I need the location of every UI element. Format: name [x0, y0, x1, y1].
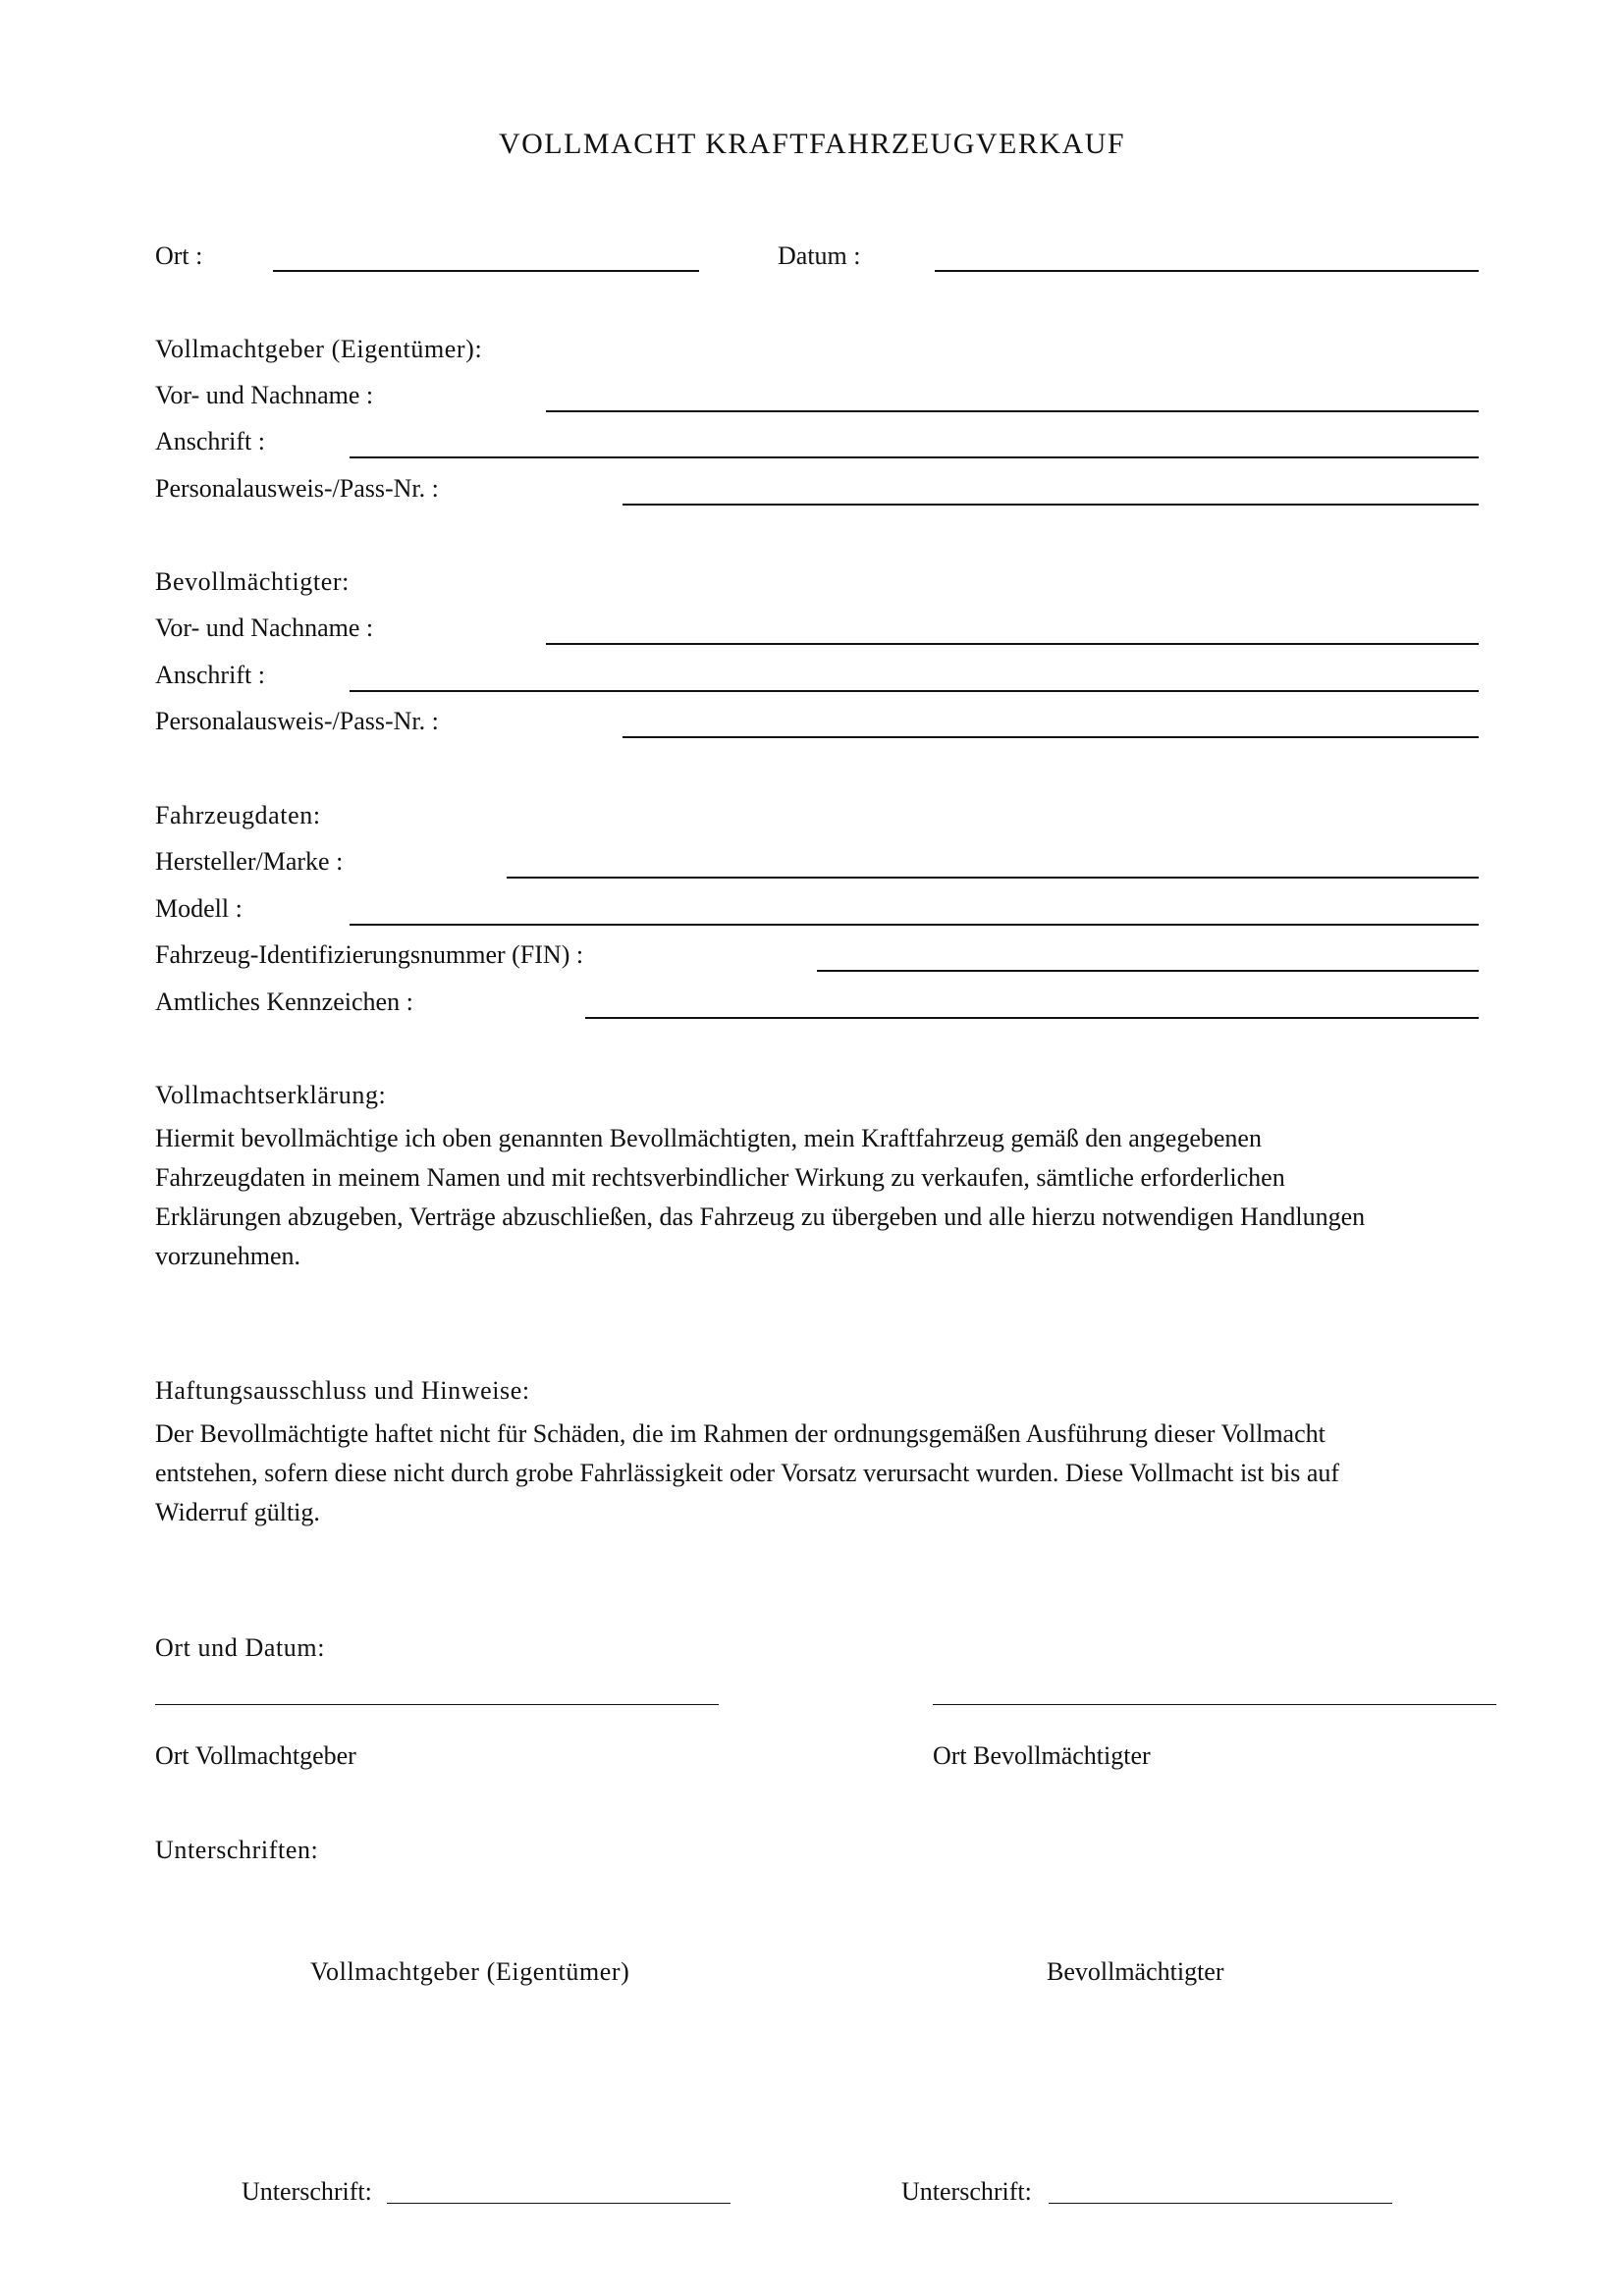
signature-right-role: Bevollmächtigter [1047, 1957, 1224, 1986]
signatures-heading: Unterschriften: [155, 1836, 319, 1864]
place-date-left-field[interactable] [155, 1704, 719, 1705]
declaration-line: Fahrzeugdaten in meinem Namen und mit rechtsverbindlicher Wirkung zu verkaufen, sämtliche erforderlichen [155, 1163, 1285, 1192]
signature-left-label: Unterschrift: [242, 2177, 372, 2206]
vehicle-make-field[interactable] [507, 877, 1479, 879]
grantor-name-field[interactable] [546, 410, 1479, 412]
agent-address-label: Anschrift : [155, 661, 265, 689]
liability-line: Der Bevollmächtigte haftet nicht für Schäden, die im Rahmen der ordnungsgemäßen Ausführung dieser Vollmacht [155, 1419, 1326, 1448]
vehicle-heading: Fahrzeugdaten: [155, 801, 321, 829]
vehicle-plate-label: Amtliches Kennzeichen : [155, 988, 413, 1016]
declaration-line: vorzunehmen. [155, 1242, 301, 1270]
vehicle-make-label: Hersteller/Marke : [155, 847, 344, 876]
grantor-id-label: Personalausweis-/Pass-Nr. : [155, 474, 439, 503]
declaration-text [155, 1119, 1481, 1276]
ort-field[interactable] [273, 270, 699, 272]
liability-line: Widerruf gültig. [155, 1498, 320, 1526]
liability-line: entstehen, sofern diese nicht durch grobe Fahrlässigkeit oder Vorsatz verursacht wurden. Diese Vollmacht ist bis auf [155, 1459, 1340, 1487]
signature-right-label: Unterschrift: [901, 2177, 1032, 2206]
grantor-address-field[interactable] [350, 456, 1479, 458]
grantor-id-field[interactable] [623, 504, 1479, 506]
declaration-line: Erklärungen abzugeben, Verträge abzuschließen, das Fahrzeug zu übergeben und alle hierzu notwendigen Handlungen [155, 1202, 1366, 1231]
place-date-left-caption: Ort Vollmachtgeber [155, 1741, 356, 1770]
place-date-right-caption: Ort Bevollmächtigter [933, 1741, 1151, 1770]
vehicle-model-field[interactable] [350, 924, 1479, 926]
grantor-name-label: Vor- und Nachname : [155, 381, 374, 409]
agent-heading: Bevollmächtigter: [155, 567, 350, 596]
datum-label: Datum : [778, 241, 861, 270]
place-date-heading: Ort und Datum: [155, 1633, 326, 1662]
grantor-address-label: Anschrift : [155, 427, 265, 455]
agent-id-field[interactable] [623, 736, 1479, 738]
signature-left-field[interactable] [387, 2203, 731, 2204]
vehicle-plate-field[interactable] [585, 1017, 1479, 1019]
vehicle-vin-field[interactable] [817, 970, 1479, 972]
grantor-heading: Vollmachtgeber (Eigentümer): [155, 335, 483, 363]
datum-field[interactable] [935, 270, 1479, 272]
signature-left-role: Vollmachtgeber (Eigentümer) [310, 1957, 630, 1986]
page-title: VOLLMACHT KRAFTFAHRZEUGVERKAUF [498, 128, 1126, 160]
agent-name-label: Vor- und Nachname : [155, 614, 374, 642]
signature-right-field[interactable] [1049, 2203, 1392, 2204]
vehicle-vin-label: Fahrzeug-Identifizierungsnummer (FIN) : [155, 940, 584, 969]
ort-label: Ort : [155, 241, 203, 270]
vehicle-model-label: Modell : [155, 894, 243, 923]
agent-address-field[interactable] [350, 690, 1479, 692]
agent-name-field[interactable] [546, 643, 1479, 645]
declaration-line: Hiermit bevollmächtige ich oben genannten Bevollmächtigten, mein Kraftfahrzeug gemäß den angegebenen [155, 1124, 1262, 1152]
place-date-right-field[interactable] [933, 1704, 1496, 1705]
agent-id-label: Personalausweis-/Pass-Nr. : [155, 707, 439, 735]
liability-heading: Haftungsausschluss und Hinweise: [155, 1376, 530, 1405]
liability-text [155, 1415, 1481, 1532]
declaration-heading: Vollmachtserklärung: [155, 1081, 387, 1109]
